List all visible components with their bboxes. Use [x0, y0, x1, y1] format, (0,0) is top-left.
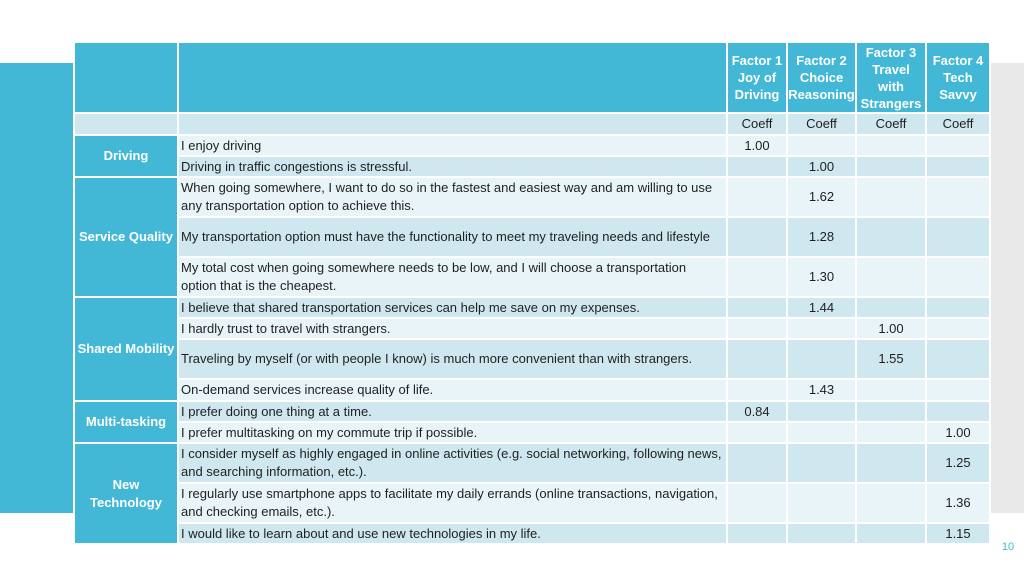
coeff-label: Coeff — [926, 113, 990, 135]
factor-4-value — [926, 379, 990, 401]
table-row — [74, 339, 990, 379]
statement: I consider myself as highly engaged in online activities (e.g. social networking, following news, and searching information, etc.). — [178, 443, 727, 483]
factor-1-value — [727, 177, 787, 217]
factor-1-value — [727, 217, 787, 257]
group-new-technology: New Technology — [74, 443, 178, 544]
header-blank-group — [74, 42, 178, 113]
factor-3-value — [856, 257, 926, 297]
table-row — [74, 217, 990, 257]
table-row — [74, 379, 990, 401]
factor-3-value: 1.55 — [856, 339, 926, 379]
factor-loadings-table — [73, 41, 991, 545]
table-row — [74, 257, 990, 297]
factor-1-value: 1.00 — [727, 135, 787, 156]
factor-3-value: 1.00 — [856, 318, 926, 339]
statement: Driving in traffic congestions is stressful. — [178, 156, 727, 177]
header-row — [74, 42, 990, 113]
header-blank-statement — [178, 42, 727, 113]
statement: My total cost when going somewhere needs to be low, and I will choose a transportation option that is the cheapest. — [178, 257, 727, 297]
factor-2-value: 1.43 — [787, 379, 856, 401]
header-factor-4: Factor 4 Tech Savvy — [926, 42, 990, 113]
statement: I regularly use smartphone apps to facilitate my daily errands (online transactions, navigation, and checking emails, etc.). — [178, 483, 727, 523]
factor-4-value — [926, 339, 990, 379]
header-factor-3: Factor 3 Travel with Strangers — [856, 42, 926, 113]
factor-3-value — [856, 443, 926, 483]
coeff-label: Coeff — [856, 113, 926, 135]
group-multi-tasking: Multi-tasking — [74, 401, 178, 443]
factor-3-value — [856, 217, 926, 257]
factor-2-value: 1.30 — [787, 257, 856, 297]
factor-2-value — [787, 422, 856, 443]
factor-3-value — [856, 523, 926, 544]
factor-1-value — [727, 422, 787, 443]
factor-3-value — [856, 297, 926, 318]
factor-4-value: 1.15 — [926, 523, 990, 544]
factor-2-value — [787, 318, 856, 339]
coeff-blank-statement — [178, 113, 727, 135]
factor-4-value: 1.36 — [926, 483, 990, 523]
factor-2-value — [787, 339, 856, 379]
statement: My transportation option must have the functionality to meet my traveling needs and lifestyle — [178, 217, 727, 257]
table-row — [74, 422, 990, 443]
factor-1-value — [727, 156, 787, 177]
factor-2-value: 1.28 — [787, 217, 856, 257]
group-driving: Driving — [74, 135, 178, 177]
table-row — [74, 177, 990, 217]
factor-1-value — [727, 523, 787, 544]
table-row — [74, 401, 990, 422]
factor-4-value — [926, 177, 990, 217]
factor-3-value — [856, 135, 926, 156]
coeff-label: Coeff — [787, 113, 856, 135]
statement: I would like to learn about and use new technologies in my life. — [178, 523, 727, 544]
statement: I hardly trust to travel with strangers. — [178, 318, 727, 339]
statement: I prefer multitasking on my commute trip if possible. — [178, 422, 727, 443]
factor-4-value — [926, 297, 990, 318]
group-shared-mobility: Shared Mobility — [74, 297, 178, 401]
factor-1-value — [727, 318, 787, 339]
factor-1-value — [727, 483, 787, 523]
table-row — [74, 443, 990, 483]
factor-4-value: 1.25 — [926, 443, 990, 483]
factor-3-value — [856, 177, 926, 217]
coeff-label: Coeff — [727, 113, 787, 135]
group-service-quality: Service Quality — [74, 177, 178, 297]
factor-4-value — [926, 401, 990, 422]
table-row — [74, 483, 990, 523]
factor-2-value — [787, 483, 856, 523]
header-factor-2: Factor 2 Choice Reasoning — [787, 42, 856, 113]
factor-1-value: 0.84 — [727, 401, 787, 422]
factor-3-value — [856, 483, 926, 523]
table-row — [74, 523, 990, 544]
page-number: 10 — [1001, 541, 1015, 553]
header-factor-1: Factor 1 Joy of Driving — [727, 42, 787, 113]
table-row — [74, 318, 990, 339]
factor-4-value — [926, 156, 990, 177]
table-row — [74, 156, 990, 177]
statement: Traveling by myself (or with people I know) is much more convenient than with strangers. — [178, 339, 727, 379]
factor-1-value — [727, 379, 787, 401]
left-accent-band — [0, 63, 74, 513]
factor-4-value — [926, 217, 990, 257]
factor-2-value: 1.44 — [787, 297, 856, 318]
factor-2-value — [787, 523, 856, 544]
coeff-row — [74, 113, 990, 135]
factor-4-value: 1.00 — [926, 422, 990, 443]
statement: I enjoy driving — [178, 135, 727, 156]
factor-1-value — [727, 297, 787, 318]
factor-3-value — [856, 401, 926, 422]
factor-2-value — [787, 135, 856, 156]
factor-1-value — [727, 443, 787, 483]
factor-2-value — [787, 443, 856, 483]
factor-4-value — [926, 318, 990, 339]
coeff-blank-group — [74, 113, 178, 135]
factor-4-value — [926, 257, 990, 297]
factor-3-value — [856, 379, 926, 401]
statement: When going somewhere, I want to do so in the fastest and easiest way and am willing to use any transportation option to achieve this. — [178, 177, 727, 217]
right-gray-band — [988, 63, 1024, 513]
factor-2-value — [787, 401, 856, 422]
statement: I prefer doing one thing at a time. — [178, 401, 727, 422]
factor-1-value — [727, 339, 787, 379]
factor-3-value — [856, 156, 926, 177]
factor-1-value — [727, 257, 787, 297]
statement: I believe that shared transportation services can help me save on my expenses. — [178, 297, 727, 318]
table-row — [74, 135, 990, 156]
factor-2-value: 1.62 — [787, 177, 856, 217]
statement: On-demand services increase quality of life. — [178, 379, 727, 401]
table-row — [74, 297, 990, 318]
factor-3-value — [856, 422, 926, 443]
factor-4-value — [926, 135, 990, 156]
factor-2-value: 1.00 — [787, 156, 856, 177]
